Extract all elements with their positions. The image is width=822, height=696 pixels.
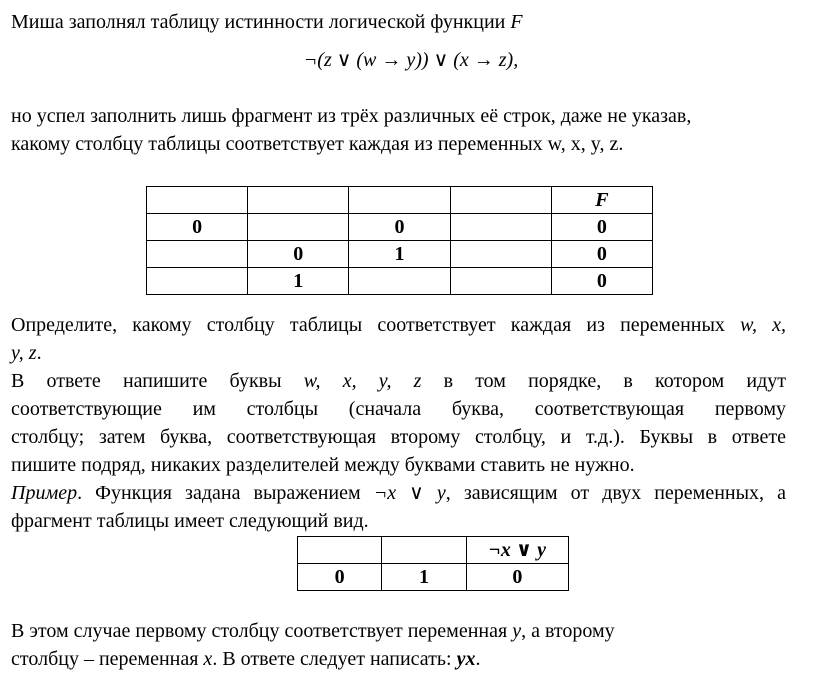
example-label: Пример [11,482,78,504]
table-header-cell-f: F [551,187,652,214]
table-header-cell [450,187,551,214]
table-header-cell [147,187,248,214]
table-cell: 0 [551,268,652,295]
intro-line-3: какому столбцу таблицы соответствует каждая из переменных w, x, y, z. [11,133,624,155]
table-header-row [298,537,569,564]
table-cell [349,268,450,295]
table-row [147,241,653,268]
example-line-1: Пример. Функция задана выражением ¬x ∨ y, зависящим от двух переменных, а [11,482,786,504]
answer-example: yx [456,648,476,670]
answer-format-line-1: В ответе напишите буквы w, x, y, z в том порядке, в котором идут [11,370,786,392]
truth-table-fragment [146,186,653,295]
table-cell: 0 [551,214,652,241]
intro-line-1 [11,8,523,36]
table-cell: 0 [466,564,568,591]
table-cell: 1 [349,241,450,268]
table-cell: 0 [349,214,450,241]
table-cell: 0 [551,241,652,268]
table-cell: 0 [147,214,248,241]
table-cell: 0 [248,241,349,268]
intro-line-2: но успел заполнить лишь фрагмент из трёх различных её строк, даже не указав, [11,105,692,127]
question-line-1: Определите, какому столбцу таблицы соответствует каждая из переменных w, x, [11,314,787,336]
table-header-cell [298,537,382,564]
table-cell [147,268,248,295]
table-cell [450,268,551,295]
table-cell [147,241,248,268]
function-formula [0,46,822,74]
table-cell [450,241,551,268]
table-cell [450,214,551,241]
table-cell: 0 [298,564,382,591]
function-name: F [510,11,523,33]
answer-format-line-4: пишите подряд, никаких разделителей между буквами ставить не нужно. [11,454,635,476]
intro-text: Миша заполнял таблицу истинности логической функции [11,11,511,33]
question-vars: w, x, [740,314,787,336]
table-header-cell [349,187,450,214]
example-table [297,536,569,591]
question-line-2: y, z. [11,342,42,364]
example-expression: ¬x ∨ y [373,482,446,504]
table-header-cell [248,187,349,214]
table-cell [248,214,349,241]
table-row [298,564,569,591]
formula-text: ¬(z ∨ (w → y)) ∨ (x → z), [303,49,519,71]
conclusion-line-2: столбцу – переменная x. В ответе следует написать: yx. [11,648,481,670]
table-cell: 1 [248,268,349,295]
table-row [147,268,653,295]
table-cell: 1 [382,564,466,591]
table-row [147,214,653,241]
example-line-2: фрагмент таблицы имеет следующий вид. [11,510,369,532]
answer-format-line-3: столбцу; затем буква, соответствующая второму столбцу, и т.д.). Буквы в ответе [11,426,786,448]
conclusion-line-1: В этом случае первому столбцу соответствует переменная y, а второму [11,620,615,642]
table-header-cell-expr: ¬x ∨ y [466,537,568,564]
table-header-cell [382,537,466,564]
answer-format-line-2: соответствующие им столбцы (сначала буква, соответствующая первому [11,398,786,420]
table-header-row [147,187,653,214]
